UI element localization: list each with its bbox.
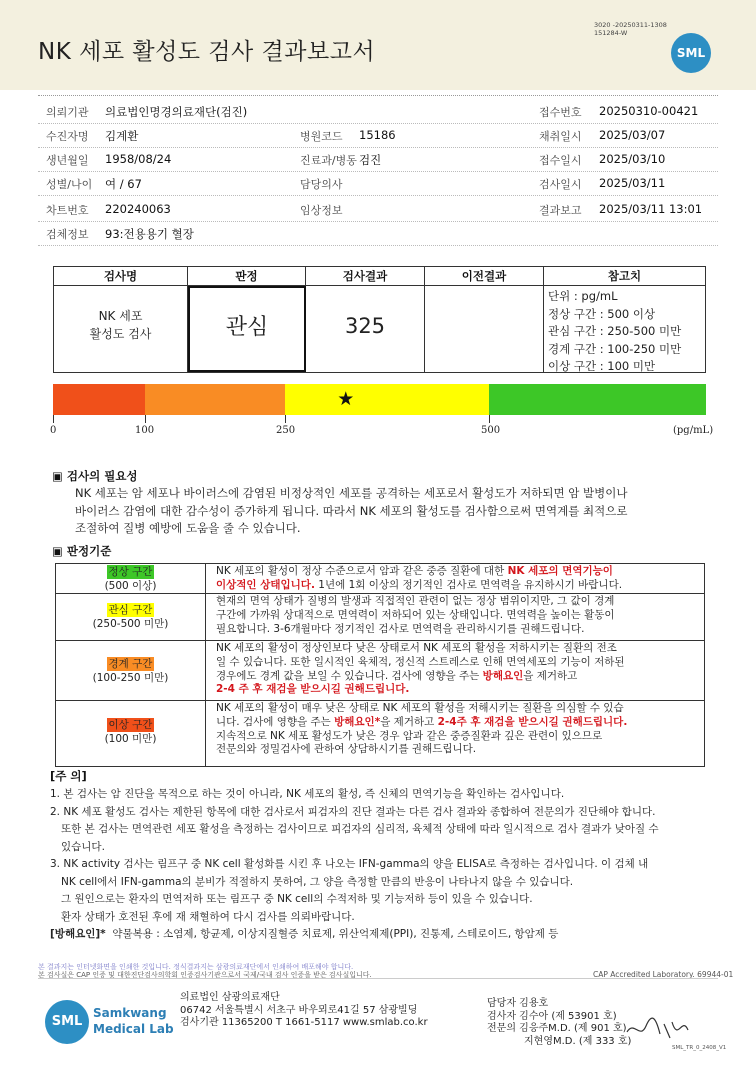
cap-accreditation: CAP Accredited Laboratory. 69944-01 (593, 970, 734, 979)
criteria-normal-cat: 정상 구간 (500 이상) (56, 564, 206, 593)
scale-tick (53, 415, 54, 423)
tested-label: 검사일시 (539, 178, 582, 191)
necessity-heading: ▣ 검사의 필요성 (52, 469, 138, 483)
info-row-specimen (38, 222, 718, 246)
dept-label: 진료과/병동 (300, 154, 357, 167)
chart-label: 차트번호 (46, 204, 89, 217)
criteria-heading: ▣ 판정기준 (52, 544, 112, 558)
interference-label: [방해요인]* (50, 928, 106, 940)
footer-signatures: 담당자 김용호 검사자 김수아 (제 53901 호) 전문의 김응주M.D. (제 901 호) 지현영M.D. (제 333 호) (487, 998, 632, 1047)
header-reference: 참고치 (544, 267, 705, 286)
info-row-sex (38, 172, 718, 196)
footer-note-print: 본 결과지는 인터넷화면을 인쇄한 것입니다. 정식결과지는 삼광의료재단에서 인쇄하여 배포해야 합니다. (38, 963, 354, 971)
scale-segment-abnormal (53, 384, 145, 415)
chart-value: 220240063 (105, 202, 171, 216)
criteria-caution-desc: NK 세포의 활성이 정상인보다 낮은 상태로서 NK 세포의 활성을 저하시키는 질환의 전조 일 수 있습니다. 또한 일시적인 육체적, 정신적 스트레스로 인해 면역세포의 기능이 저하된 경우에도 경계 값을 보일 수 있습니다. 검사에 영향을 주는 방해요인을 제거하고 2-4 주 후 재검을 받으시길 권해드립니다. (216, 642, 625, 696)
necessity-text: NK 세포는 암 세포나 바이러스에 감염된 비정상적인 세포를 공격하는 세포로서 활성도가 저하되면 암 발병이나 바이러스 감염에 대한 감수성이 증가하게 됩니다. 따라서 NK 세포의 활성도를 검사함으로써 면역계를 최적으로 조절하여 질병 예방에 도움을 줄 수 있습니다. (75, 486, 628, 535)
previous-result-cell (425, 286, 544, 372)
header-result: 검사결과 (306, 267, 425, 286)
criteria-interest-cat: 관심 구간 (250-500 미만) (56, 594, 206, 640)
collect-label: 채취일시 (539, 130, 582, 143)
report-title: NK 세포 활성도 검사 결과보고서 (38, 39, 376, 65)
sml-logo: SML (671, 33, 711, 73)
result-value-cell: 325 (306, 286, 425, 372)
footer-address: 의료법인 삼광의료재단 06742 서울특별시 서초구 바우뫼로41길 57 삼광빌딩 검사기관 11365200 T 1661-5117 www.smlab.co.kr (180, 992, 428, 1028)
document-code: SML_TR_0_2408_V1 (672, 1045, 727, 1051)
patient-value: 김계환 (105, 129, 139, 143)
receipt-value: 20250310-00421 (599, 104, 699, 118)
received-value: 2025/03/10 (599, 152, 666, 166)
scale-segment-interest (285, 384, 489, 415)
sml-logo: SML (45, 1000, 89, 1044)
divider (38, 95, 718, 96)
info-row-chart (38, 198, 718, 222)
sex-value: 여 / 67 (105, 177, 142, 191)
scale-segment-normal (489, 384, 706, 415)
report-code: 3020 -20250311-1308 151284-W (594, 21, 667, 37)
divider (38, 245, 718, 246)
report-label: 결과보고 (539, 204, 582, 217)
agency-label: 의뢰기관 (46, 106, 89, 119)
test-name-cell: NK 세포 활성도 검사 (54, 286, 188, 372)
signature-scribble (622, 1012, 692, 1046)
criteria-abnormal-desc: NK 세포의 활성이 매우 낮은 상태로 NK 세포의 활성을 저해시키는 질환을 의심할 수 있습 니다. 검사에 영향을 주는 방해요인*을 제거하고 2-4주 후 재검을 받으시길 권해드립니다. 지속적으로 NK 세포 활성도가 낮은 경우 암과 같은 중증질환과 깊은 관련이 있으므로 전문의와 정밀검사에 관하여 상담하시기를 권해드립니다. (216, 702, 628, 756)
report-header (0, 0, 756, 90)
hospcode-label: 병원코드 (300, 130, 343, 143)
scale-tick (285, 415, 286, 423)
divider (38, 978, 718, 979)
criteria-row-normal (56, 564, 704, 594)
collect-value: 2025/03/07 (599, 128, 666, 142)
footer-note-cap: 본 검사실은 CAP 인증 및 대한진단검사의학회 인증검사기관으로서 국제/국내 검사 인증을 받은 검사실입니다. (38, 971, 372, 979)
clinical-label: 임상정보 (300, 204, 343, 217)
result-star-marker: ★ (337, 388, 355, 410)
criteria-row-interest (56, 594, 704, 641)
specimen-value: 93:전용용기 혈장 (105, 227, 194, 241)
interference-text: 약물복용 : 소염제, 항균제, 이상지질혈증 치료제, 위산억제제(PPI), 진통제, 스테로이드, 항암제 등 (112, 928, 559, 940)
scale-segment-caution (145, 384, 285, 415)
birth-value: 1958/08/24 (105, 152, 172, 166)
specimen-label: 검체정보 (46, 228, 89, 241)
received-label: 접수일시 (539, 154, 582, 167)
criteria-table (55, 563, 705, 767)
hospcode-value: 15186 (359, 128, 396, 142)
header-judgement: 판정 (188, 267, 306, 286)
dept-value: 검진 (359, 153, 382, 167)
scale-label-100: 100 (135, 425, 155, 436)
footer-logo-text: Samkwang Medical Lab (93, 1006, 174, 1036)
sex-label: 성별/나이 (46, 178, 93, 191)
report-value: 2025/03/11 13:01 (599, 202, 703, 216)
criteria-caution-cat: 경계 구간 (100-250 미만) (56, 641, 206, 700)
result-table (53, 266, 706, 373)
header-test-name: 검사명 (54, 267, 188, 286)
doctor-label: 담당의사 (300, 178, 343, 191)
divider (38, 195, 718, 196)
scale-label-500: 500 (481, 425, 501, 436)
birth-label: 생년월일 (46, 154, 89, 167)
agency-value: 의료법인명경의료재단(검진) (105, 105, 248, 119)
info-row-patient (38, 124, 718, 148)
reference-cell: 단위 : pg/mL 정상 구간 : 500 이상 관심 구간 : 250-500 미만 경계 구간 : 100-250 미만 이상 구간 : 100 미만 (548, 289, 682, 372)
notes-body: 1. 본 검사는 암 진단을 목적으로 하는 것이 아니라, NK 세포의 활성, 즉 신체의 면역기능을 확인하는 검사입니다. 2. NK 세포 활성도 검사는 제한된 항목에 대한 검사로서 피검자의 진단 결과는 다른 검사 결과와 종합하여 전문의가 진단해야 합니다. 또한 본 검사는 면역관련 세포 활성을 측정하는 검사이므로 피검자의 심리적, 육체적 상태에 따라 일시적으로 검사 결과가 낮아질 수 있습니다. 3. NK activity 검사는 림프구 중 NK cell 활성화를 시킨 후 나오는 IFN-gamma의 양을 ELISA로 측정하는 검사입니다. 이 검체 내 NK cell에서 IFN-gamma의 분비가 적절하지 못하여, 그 양을 측정할 만큼의 반응이 나타나지 않을 수 있습니다. 그 원인으로는 환자의 면역저하 또는 림프구 중 NK cell의 수적저하 및 기능저하 등이 있을 수 있습니다. 환자 상태가 호전된 후에 재 채혈하여 다시 검사를 의뢰바랍니다. [방해요인]* 약물복용 : 소염제, 항균제, 이상지질혈증 치료제, 위산억제제(PPI), 진통제, 스테로이드, 항암제 등 (50, 788, 659, 940)
patient-label: 수진자명 (46, 130, 89, 143)
tested-value: 2025/03/11 (599, 176, 666, 190)
criteria-normal-desc: NK 세포의 활성이 정상 수준으로서 암과 같은 중증 질환에 대한 NK 세포의 면역기능이 이상적인 상태입니다. 1년에 1회 이상의 정기적인 검사로 면역력을 유지하시기 바랍니다. (216, 565, 623, 591)
scale-unit: (pg/mL) (673, 425, 714, 436)
scale-tick (145, 415, 146, 423)
receipt-label: 접수번호 (539, 106, 582, 119)
scale-label-0: 0 (50, 425, 57, 436)
criteria-interest-desc: 현재의 면역 상태가 질병의 발생과 직접적인 관련이 없는 정상 범위이지만, 그 값이 경계 구간에 가까워 상대적으로 면역력이 저하되어 있는 상태입니다. 면역력을 높이는 활동이 필요합니다. 3-6개월마다 정기적인 검사로 면역력을 관리하시기를 권해드립니다. (216, 595, 615, 635)
scale-tick (489, 415, 490, 423)
info-row-agency (38, 100, 718, 124)
criteria-abnormal-cat: 이상 구간 (100 미만) (56, 701, 206, 766)
scale-label-250: 250 (276, 425, 296, 436)
notes-heading: [주 의] (50, 769, 87, 783)
judgement-cell: 관심 (188, 286, 306, 372)
header-previous: 이전결과 (425, 267, 544, 286)
criteria-row-caution (56, 641, 704, 701)
criteria-row-abnormal (56, 701, 704, 766)
info-row-birth (38, 148, 718, 172)
